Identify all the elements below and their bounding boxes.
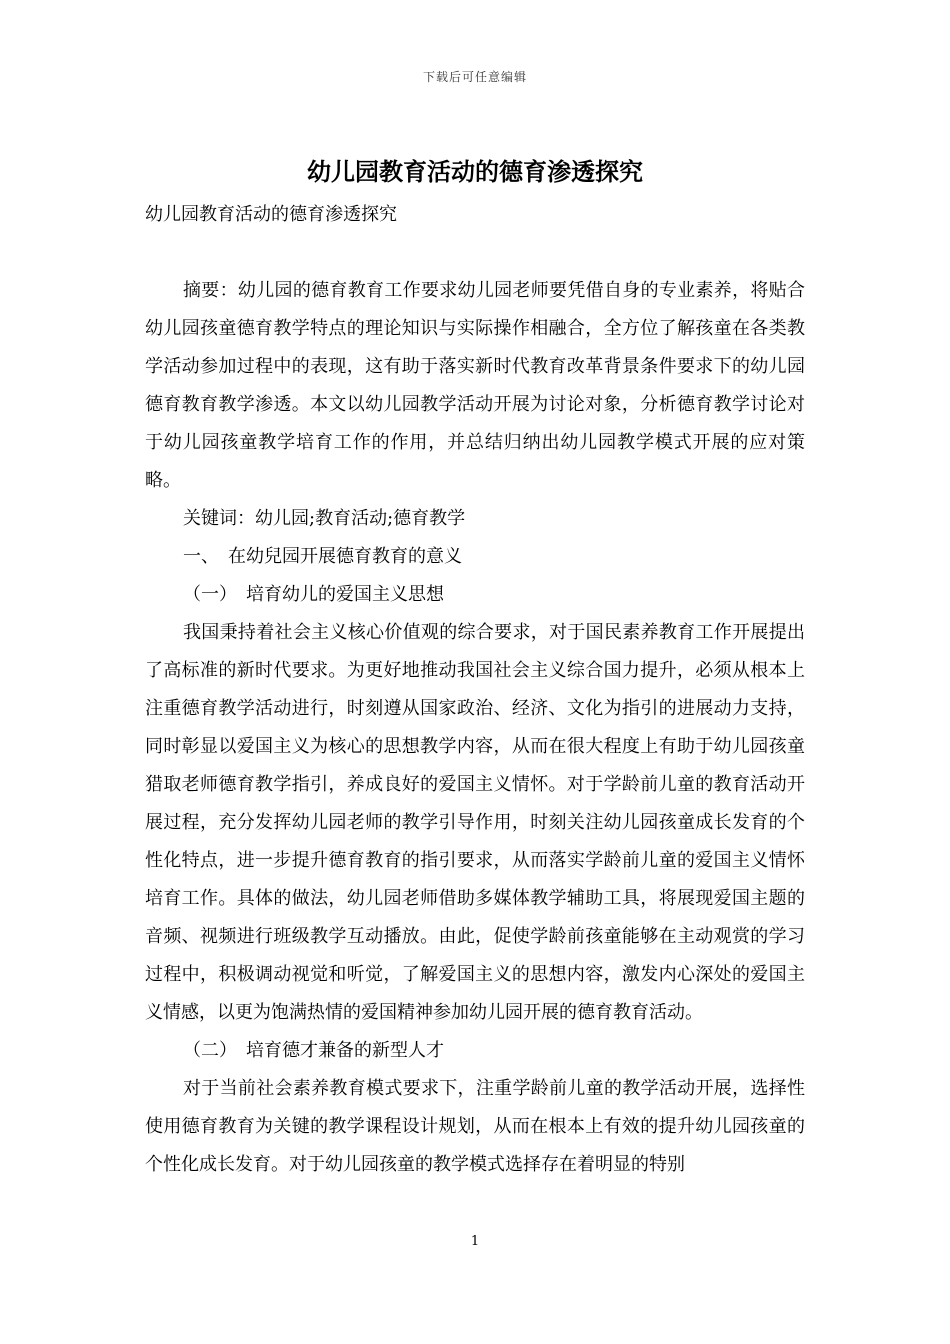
body-paragraph-2: 对于当前社会素养教育模式要求下，注重学龄前儿童的教学活动开展，选择性使用德育教育为关键的教学课程设计规划，从而在根本上有效的提升幼儿园孩童的个性化成长发育。对于幼儿园孩童的教学模式选择存在着明显的特别 [145,1078,805,1175]
subsection-heading-2: （二） 培育德才兼备的新型人才 [183,1040,444,1061]
document-body [145,196,805,1184]
section-heading-1: 一、 在幼兒园开展德育教育的意义 [183,546,462,567]
document-subtitle: 幼儿园教育活动的德育渗透探究 [145,204,397,225]
document-title: 幼儿园教育活动的德育渗透探究 [307,157,643,186]
subsection-heading-1: （一） 培育幼儿的爱国主义思想 [183,584,444,605]
keywords-line: 关键词：幼儿园;教育活动;德育教学 [183,508,466,529]
abstract-paragraph: 摘要：幼儿园的德育教育工作要求幼儿园老师要凭借自身的专业素养，将贴合幼儿园孩童德育教学特点的理论知识与实际操作相融合，全方位了解孩童在各类教学活动参加过程中的表现，这有助于落实新时代教育改革背景条件要求下的幼儿园德育教育教学渗透。本文以幼儿园教学活动开展为讨论对象，分析德育教学讨论对于幼儿园孩童教学培育工作的作用，并总结归纳出幼儿园教学模式开展的应对策略。 [145,280,805,491]
header-note: 下载后可任意编辑 [422,70,527,84]
body-paragraph-1: 我国秉持着社会主义核心价值观的综合要求，对于国民素养教育工作开展提出了高标准的新时代要求。为更好地推动我国社会主义综合国力提升，必须从根本上注重德育教学活动进行，时刻遵从国家政治、经济、文化为指引的进展动力支持，同时彰显以爱国主义为核心的思想教学内容，从而在很大程度上有助于幼儿园孩童猎取老师德育教学指引，养成良好的爱国主义情怀。对于学龄前儿童的教育活动开展过程，充分发挥幼儿园老师的教学引导作用，时刻关注幼儿园孩童成长发育的个性化特点，进一步提升德育教育的指引要求，从而落实学龄前儿童的爱国主义情怀培育工作。具体的做法，幼儿园老师借助多媒体教学辅助工具，将展现爱国主题的音频、视频进行班级教学互动播放。由此，促使学龄前孩童能够在主动观赏的学习过程中，积极调动视觉和听觉，了解爱国主义的思想内容，激发内心深处的爱国主义情感，以更为饱满热情的爱国精神参加幼儿园开展的德育教育活动。 [145,622,805,1023]
page-number: 1 [470,1234,480,1249]
